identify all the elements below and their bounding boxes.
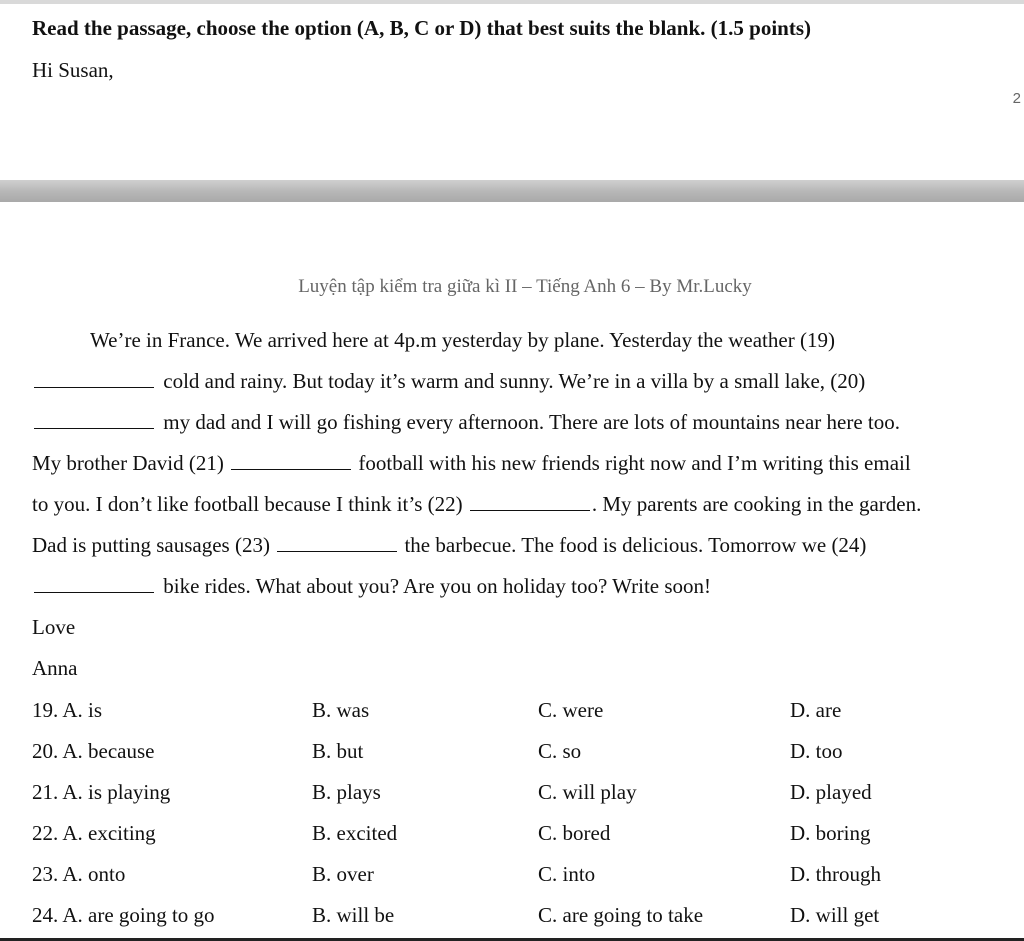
blank-23 xyxy=(277,536,397,552)
page-separator xyxy=(0,180,1024,202)
blank-22 xyxy=(470,495,590,511)
option-d: D. through xyxy=(790,862,881,886)
passage-text: to you. I don’t like football because I think it’s (22) xyxy=(32,492,463,516)
option-c: C. so xyxy=(538,739,582,763)
passage-text: . My parents are cooking in the garden. xyxy=(591,492,922,516)
question-row xyxy=(0,780,1024,810)
question-row xyxy=(0,821,1024,851)
passage-text: We’re in France. We arrived here at 4p.m yesterday by plane. Yesterday the weather (19) xyxy=(90,328,835,352)
letter-greeting: Hi Susan, xyxy=(32,58,114,82)
passage-line-4 xyxy=(32,451,911,476)
option-a: 21. A. is playing xyxy=(32,780,171,804)
option-d: D. will get xyxy=(790,903,880,927)
letter-signature: Anna xyxy=(32,656,78,680)
option-b: B. plays xyxy=(312,780,381,804)
passage-line-3 xyxy=(32,410,900,435)
option-a: 22. A. exciting xyxy=(32,821,156,845)
option-b: B. over xyxy=(312,862,374,886)
question-row xyxy=(0,903,1024,933)
option-b: B. was xyxy=(312,698,370,722)
option-a: 23. A. onto xyxy=(32,862,126,886)
passage-text: my dad and I will go fishing every afternoon. There are lots of mountains near here too. xyxy=(163,410,900,434)
option-d: D. played xyxy=(790,780,872,804)
option-a: 19. A. is xyxy=(32,698,103,722)
passage-text: the barbecue. The food is delicious. Tomorrow we (24) xyxy=(404,533,867,557)
blank-21 xyxy=(231,454,351,470)
passage-line-2 xyxy=(32,369,865,394)
passage-line-7 xyxy=(32,574,711,599)
question-row xyxy=(0,739,1024,769)
passage-text: cold and rainy. But today it’s warm and sunny. We’re in a villa by a small lake, (20) xyxy=(163,369,866,393)
option-c: C. are going to take xyxy=(538,903,704,927)
instruction-text: Read the passage, choose the option (A, B, C or D) that best suits the blank. (1.5 points) xyxy=(32,16,811,40)
option-b: B. will be xyxy=(312,903,395,927)
passage-line-1 xyxy=(90,328,835,353)
option-d: D. boring xyxy=(790,821,871,845)
option-c: C. bored xyxy=(538,821,611,845)
passage-text: My brother David (21) xyxy=(32,451,224,475)
passage-text: bike rides. What about you? Are you on holiday too? Write soon! xyxy=(163,574,712,598)
passage-text: Dad is putting sausages (23) xyxy=(32,533,270,557)
passage-line-6 xyxy=(32,533,866,558)
passage-text: football with his new friends right now and I’m writing this email xyxy=(358,451,911,475)
passage-line-5 xyxy=(32,492,921,517)
option-d: D. too xyxy=(790,739,843,763)
option-c: C. into xyxy=(538,862,596,886)
page-number: 2 xyxy=(1012,90,1021,107)
option-b: B. excited xyxy=(312,821,398,845)
option-d: D. are xyxy=(790,698,842,722)
option-c: C. will play xyxy=(538,780,637,804)
blank-20 xyxy=(34,413,154,429)
blank-24 xyxy=(34,577,154,593)
option-b: B. but xyxy=(312,739,364,763)
question-row xyxy=(0,862,1024,892)
option-a: 24. A. are going to go xyxy=(32,903,215,927)
blank-19 xyxy=(34,372,154,388)
previous-page xyxy=(0,4,1024,180)
option-c: C. were xyxy=(538,698,604,722)
letter-closing: Love xyxy=(32,615,76,639)
question-row xyxy=(0,698,1024,728)
option-a: 20. A. because xyxy=(32,739,155,763)
page-header: Luyện tập kiểm tra giữa kì II – Tiếng Anh 6 – By Mr.Lucky xyxy=(298,276,752,297)
